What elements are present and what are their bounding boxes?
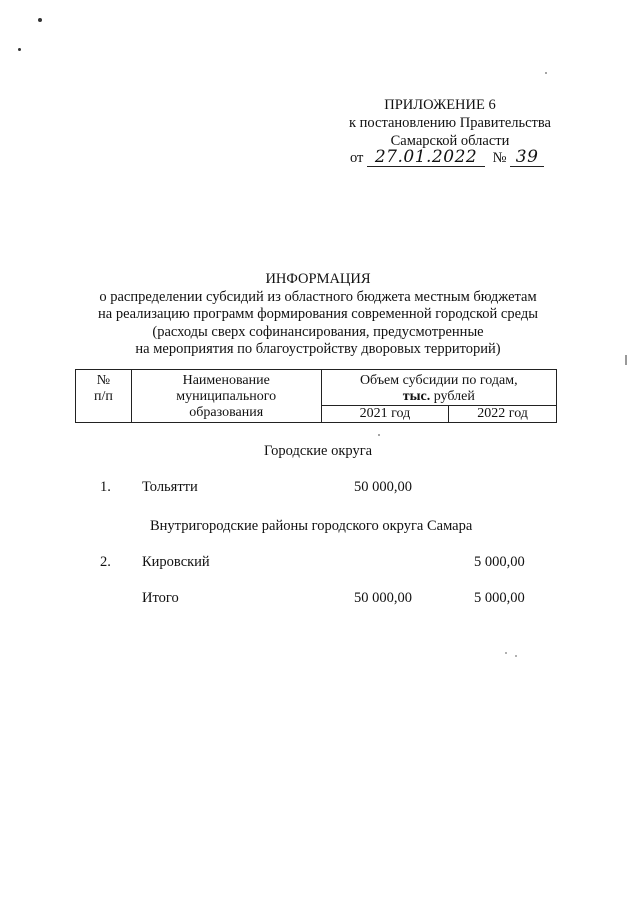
heading-line-2: на реализацию программ формирования современной городской среды (98, 306, 538, 322)
scan-speck (545, 72, 547, 74)
handwritten-date: 27.01.2022 (367, 148, 485, 167)
scan-speck (625, 355, 627, 365)
total-amount-2022: 5 000,00 (474, 590, 525, 606)
table-header (75, 369, 557, 423)
table-row-amount-2021: 50 000,00 (354, 479, 412, 495)
scan-speck (18, 48, 21, 51)
document-title: ИНФОРМАЦИЯ (265, 271, 371, 287)
appendix-line-region: Самарской области (390, 133, 510, 149)
total-amount-2021: 50 000,00 (354, 590, 412, 606)
heading-line-4: на мероприятия по благоустройству дворовых территорий) (135, 341, 501, 357)
column-amount-line-1: Объем субсидии по годам, (359, 373, 518, 388)
column-name-line-2: муниципального (176, 389, 277, 404)
scan-speck (515, 655, 517, 657)
table-row-name: Тольятти (142, 479, 198, 495)
column-number-symbol: № (96, 373, 111, 388)
scan-speck (38, 18, 42, 22)
column-amount-line-2 (322, 389, 556, 405)
table-row-name: Кировский (142, 554, 210, 570)
column-amount-header (321, 370, 556, 406)
scan-speck (505, 652, 507, 654)
handwritten-number: 39 (510, 148, 544, 167)
appendix-line-resolution: к постановлению Правительства (349, 115, 551, 131)
section-title-samara-districts: Внутригородские районы городского округа Самара (150, 518, 473, 534)
column-year-2022: 2022 год (449, 406, 557, 423)
total-label: Итого (142, 590, 179, 606)
table-row-amount-2022: 5 000,00 (474, 554, 525, 570)
column-number-abbr: п/п (93, 389, 113, 404)
appendix-date-line (350, 148, 544, 167)
heading-line-3: (расходы сверх софинансирования, предусмотренные (152, 324, 484, 340)
scan-speck (378, 434, 380, 436)
column-name-header (131, 370, 321, 423)
column-amount-unit-bold: тыс. (402, 389, 431, 404)
table-row-number: 1. (100, 479, 111, 495)
appendix-title: ПРИЛОЖЕНИЕ 6 (384, 97, 496, 113)
number-prefix: № (492, 150, 507, 166)
column-name-line-1: Наименование (182, 373, 270, 388)
column-number-header (76, 370, 132, 423)
column-name-line-3: образования (189, 405, 264, 420)
column-amount-unit-rest: рублей (430, 389, 475, 404)
section-title-city-districts: Городские округа (264, 443, 373, 459)
column-year-2021: 2021 год (321, 406, 449, 423)
table-row-number: 2. (100, 554, 111, 570)
date-prefix: от (350, 150, 364, 166)
heading-line-1: о распределении субсидий из областного бюджета местным бюджетам (99, 289, 537, 305)
